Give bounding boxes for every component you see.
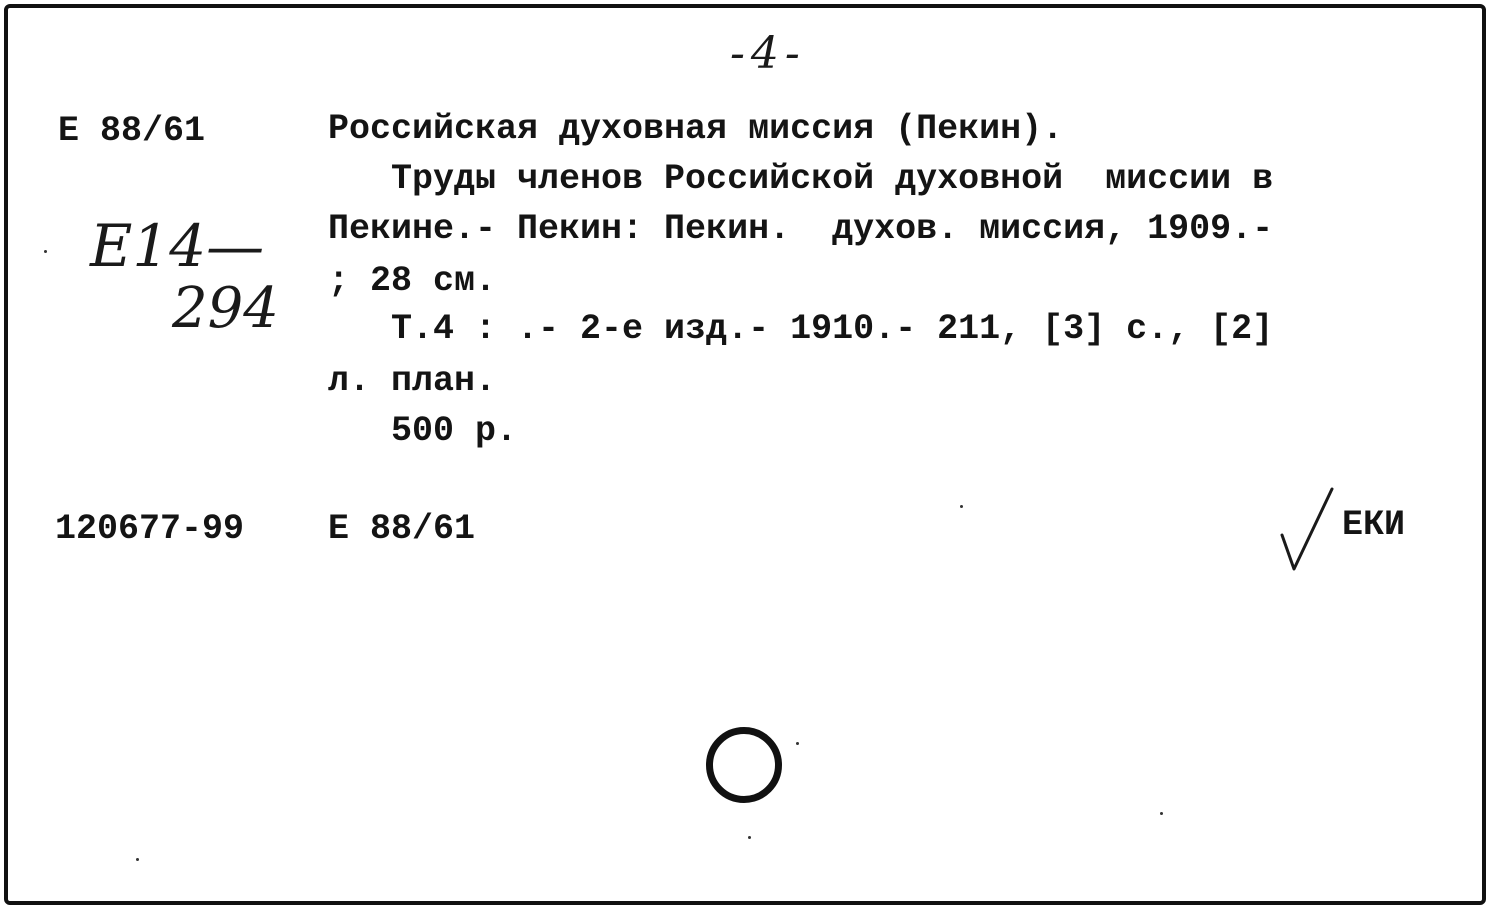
- page-marker: -4-: [730, 28, 806, 79]
- body-line-3: Пекине.- Пекин: Пекин. духов. миссия, 1909.-: [328, 209, 1274, 249]
- handwritten-code-line2: 294: [172, 276, 279, 341]
- eki-stamp: ЕКИ: [1342, 505, 1406, 545]
- speck: [960, 505, 963, 508]
- body-line-7: 500 р.: [328, 411, 518, 451]
- body-line-4: ; 28 см.: [328, 261, 497, 301]
- punch-hole: [706, 727, 782, 803]
- body-line-1: Российская духовная миссия (Пекин).: [328, 109, 1064, 149]
- body-line-6: л. план.: [328, 361, 497, 401]
- speck: [748, 836, 751, 839]
- shelfmark-bottom: E 88/61: [328, 509, 476, 549]
- body-line-5: Т.4 : .- 2-е изд.- 1910.- 211, [3] с., [2]: [328, 309, 1274, 349]
- speck: [1160, 812, 1163, 815]
- speck: [136, 858, 139, 861]
- shelfmark-top: E 88/61: [58, 111, 206, 151]
- body-line-2: Труды членов Российской духовной миссии в: [328, 159, 1274, 199]
- handwritten-code-line1: E14—: [90, 212, 265, 280]
- check-mark-icon: [1280, 485, 1340, 575]
- inventory-number: 120677-99: [55, 509, 245, 549]
- speck: [44, 250, 47, 253]
- speck: [796, 742, 799, 745]
